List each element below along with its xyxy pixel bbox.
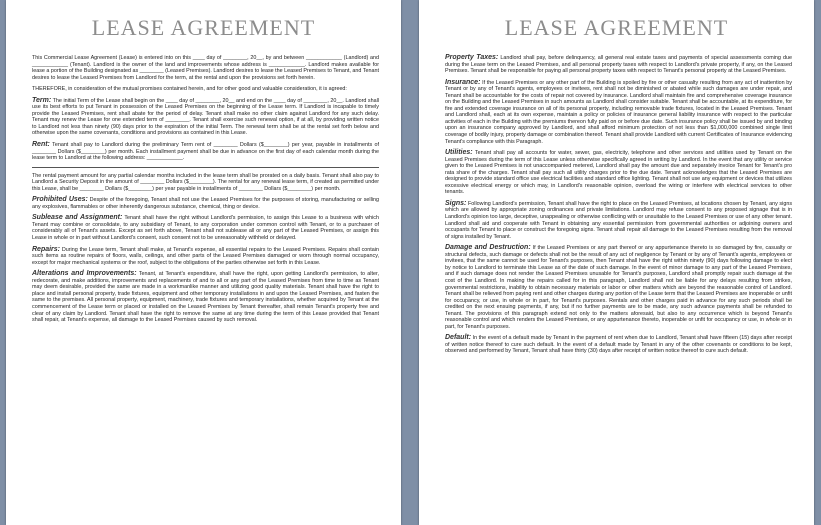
- property-taxes-text: Landlord shall pay, before delinquency, all general real estate taxes and payments of special assessments coming due during the Lease term on the Leased Premises, and all personal property taxes with respect to Landlord's private property, if any, on the Leased Premises. Tenant shall be responsible for paying all personal property taxes with respect to Tenant's personal property at the Leased Premises.: [445, 55, 792, 75]
- therefore-paragraph: THEREFORE, in consideration of the mutual promises contained herein, and for other good and valuable consideration, it is agreed:: [32, 86, 347, 93]
- page-gap: [404, 0, 414, 525]
- repairs-text: During the Lease term, Tenant shall make, at Tenant's expense, all essential repairs to the Leased Premises. Repairs shall contain such items as routine repairs of floors, walls, ceilings, and other parts of the Leased Premises damaged or worn through normal occupancy, except for major mechanical systems or the roof, subject to the obligations of the parties otherwise set forth in this Lease.: [32, 246, 379, 266]
- term-heading: Term:: [32, 96, 52, 104]
- term-section: [32, 98, 379, 137]
- default-text: In the event of a default made by Tenant in the payment of rent when due to Landlord, Tenant shall have fifteen (15) days after receipt of written notice thereof to cure such default. In the event of a default made by Tenant in any of the other covenants or conditions to be kept, observed and performed by Tenant, Tenant shall have thirty (30) days after receipt of written notice thereof to cure such default.: [445, 335, 793, 355]
- insurance-heading: Insurance:: [445, 78, 481, 86]
- signs-heading: Signs:: [445, 199, 467, 207]
- utilities-section: [445, 150, 792, 196]
- property-taxes-section: [445, 55, 792, 75]
- repairs-heading: Repairs:: [32, 245, 61, 253]
- rent-text: Tenant shall pay to Landlord during the preliminary Term rent of ________ Dollars ($________) per year, payable in installments of ________ Dollars ($________) per month. Each installment payment shall be due in advance on the first day of each calendar month during the lease term to Landlord at the following address: ____________.: [32, 142, 379, 162]
- utilities-heading: Utilities:: [445, 149, 473, 157]
- document-page-left: [6, 0, 401, 525]
- rent-section: [32, 142, 379, 162]
- sublease-heading: Sublease and Assignment:: [32, 214, 123, 222]
- utilities-text: Tenant shall pay all accounts for water, sewer, gas, electricity, telephone and other services and utilities used by Tenant on the Leased Premises during the term of this Lease unless otherwise specifically agreed in writing by Landlord. In the event that any utility or service given to the Leased Premises is not unaccompanied metered, Landlord shall pay the amount due and separately invoice Tenant for Tenant's pro rata share of the charges. Tenant shall pay such all utility charges prior to the due date. Tenant acknowledges that the Leased Premises are designed to provide standard office use electrical facilities and standard office lighting. Tenant shall not use any equipment or devices that utilizes excessive electrical energy or which may, in Landlord's reasonable opinion, overload the wiring or interfere with electrical services to other tenants.: [445, 150, 792, 196]
- property-taxes-heading: Property Taxes:: [445, 54, 499, 61]
- divider-line: [32, 167, 379, 168]
- rent-heading: Rent:: [32, 141, 50, 149]
- page-body: [419, 55, 814, 355]
- alterations-text: Tenant, at Tenant's expenditure, shall have the right, upon getting Landlord's permission, to alter, redecorate, and make additions, improvements and replacements of and to all or any part of the Leased Premises from time to time as Tenant may deem desirable, provided the same are made in a workmanlike manner and utilizing good quality materials. Tenant shall have the right to place and install personal property, trade fixtures, equipment and other temporary installations in and upon the Leased Premises, and fasten the same to the premises. All personal property, equipment, machinery, trade fixtures and temporary installations, whether acquired by Tenant at the commencement of the Lease term or placed or installed on the Leased Premises by Tenant thereafter, shall remain Tenant's property free and clear of any claim by Landlord. Tenant shall have the right to remove the same at any time during the term of this Lease provided that Tenant shall repair, at Tenant's expense, all damage to the Leased Premises caused by such removal.: [32, 271, 379, 324]
- sublease-text: Tenant shall have the right without Landlord's permission, to assign this Lease to a business with which Tenant may combine or consolidate, to any subsidiary of Tenant, to any corporation under common control with Tenant, or to a purchaser of considerably all of Tenant's assets. Except as set forth above, Tenant shall not sublease all or any part of the Leased Premises, or assign this Lease in whole or in part without Landlord's consent, such consent not to be unreasonably withheld or delayed.: [32, 215, 380, 242]
- damage-text: If the Leased Premises or any part thereof or any appurtenance thereto is so damaged by fire, casualty or structural defects, such damage or defects shall not be the result of any act of negligence by Tenant or by any of Tenant's agents, employees or invitees, that the same cannot be used for Tenant's purposes, then Tenant shall have the right within ninety (90) days following damage to elect by notice to Landlord to terminate this Lease as of the date of such damage. In the event of minor damage to any part of the Leased Premises, and if such damage does not render the Leased Premises unusable for Tenant's purposes, Landlord shall promptly repair such damage at the cost of the Landlord. In making the repairs called for in this paragraph, Landlord shall not be liable for any delays resulting from strikes, governmental restrictions, inability to obtain necessary materials or labor or other matters which are beyond the reasonable control of Landlord. Tenant shall be relieved from paying rent and other charges during any portion of the Lease term that the Leased Premises are inoperable or unfit for occupancy, or use, in whole or in part, for Tenant's purposes. Rentals and other charges paid in advance for any such periods shall be credited on the next ensuing payments, if any, but if no further payments are to be made, any such advance payments shall be refunded to Tenant. The provisions of this paragraph extend not only to the matters aforesaid, but also to any occurrence which is beyond Tenant's reasonable control and which renders the Leased Premises, or any appurtenance thereto, inoperable or unfit for occupancy or use, in whole or in part, for Tenant's purposes.: [445, 245, 792, 330]
- prohibited-uses-heading: Prohibited Uses:: [32, 196, 88, 204]
- rent-paragraph-2: The rental payment amount for any partial calendar months included in the lease term shall be prorated on a daily basis. Tenant shall also pay to Landlord a Security Deposit in the amount of ________ Dollars ($________). The rental for any renewal lease term, if created as permitted under this Lease, shall be ________ Dollars ($________) per year payable in installments of ________ Dollars ($________) per month.: [32, 172, 379, 192]
- damage-section: [445, 245, 792, 330]
- insurance-text: If the Leased Premises or any other part of the Building is spoiled by fire or other casualty resulting from any act of inattention by Tenant or by any of Tenant's agents, employees or invitees, rent shall not be diminished or abated while such damages are under repair, and Tenant shall be accountable for the costs of repair not covered by insurance. Landlord shall maintain fire and comprehensive coverage insurance on the Building and the Leased Premises in such amounts as Landlord shall consider suitable. Tenant shall be accountable, at its expenditure, for fire and extended coverage insurance on all of its personal property, including removable trade fixtures, located in the Leased Premises. Tenant and Landlord shall, each at its own expense, maintain a policy or policies of insurance general liability insurance with respect to the particular activities of each in the Building with the premiums thereon fully paid on or before due date. Such insurance policy shall be issued by and binding upon an insurance company approved by Landlord, and shall afford minimum protection of not less than $1,000,000 combined single limit coverage of bodily injury, property damage or combination thereof. Tenant shall provide Landlord with current Certificates of Insurance evidencing Tenant's compliance with this Paragraph.: [445, 79, 793, 145]
- repairs-section: [32, 247, 379, 267]
- insurance-section: [445, 80, 792, 145]
- page-body: [6, 55, 401, 324]
- signs-text: Following Landlord's permission, Tenant shall have the right to place on the Leased Premises, at locations chosen by Tenant, any signs which are allowed by appropriate zoning ordinances and private limitations. Landlord may refuse consent to any proposed signage that is in Landlord's opinion too large, deceptive, unappealing or otherwise conflicting with or unsuitable to the Leased Premises or use of any other tenant. Landlord shall aid and cooperate with Tenant in obtaining any essential permission from governmental authorities or adjoining owners and occupants for Tenant to place or construct the foregoing signs. Tenant shall repair all damage to the Leased Premises resulting from the removal of signs installed by Tenant.: [445, 200, 793, 240]
- default-section: [445, 335, 792, 355]
- alterations-heading: Alterations and Improvements:: [32, 270, 137, 278]
- page-title: LEASE AGREEMENT: [91, 15, 316, 40]
- prohibited-uses-text: Despite of the foregoing, Tenant shall not use the Leased Premises for the purposes of storing, manufacturing or selling any explosives, flammables or other inherently dangerous substance, chemical, thing or device.: [32, 197, 379, 210]
- intro-paragraph: This Commercial Lease Agreement (Lease) is entered into on this ____ day of ________, 20__, by and between ____________ (Landlord) and ____________ (Tenant). Landlord is the owner of the land and improvements whose address is ____________. Landlord makes available for lease a portion of the Building designated as ________ (Leased Premises). Landlord desires to lease the Leased Premises to Tenant, and Tenant desires to lease the Leased Premises from Landlord for the term, at the rental and upon the provisions set forth herein.: [32, 55, 379, 81]
- sublease-section: [32, 215, 379, 241]
- default-heading: Default:: [445, 334, 472, 342]
- alterations-section: [32, 271, 379, 323]
- document-page-right: [419, 0, 814, 525]
- damage-heading: Damage and Destruction:: [445, 244, 531, 252]
- term-text: The initial Term of the Lease shall begin on the ____ day of ________, 20__ and end on the ____ day of ________, 20__. Landlord shall use its best efforts to put Tenant in possession of the Leased Premises on the beginning of the Lease term. If Landlord is incapable to timely provide the Leased Premises, rent shall abate for the period of delay. Tenant shall make no other claim against Landlord for any such delay. Tenant may renew the Lease for one extended term of ________. Tenant shall exercise such renewal option, if at all, by providing written notice to Landlord not less than ninety (90) days prior to the expiration of the initial Term. The renewal term shall be at the rental set forth below and otherwise upon the same covenants, conditions and provisions as contained in this Lease.: [32, 97, 379, 137]
- signs-section: [445, 201, 792, 240]
- page-title: LEASE AGREEMENT: [504, 15, 729, 40]
- prohibited-uses-section: [32, 197, 379, 210]
